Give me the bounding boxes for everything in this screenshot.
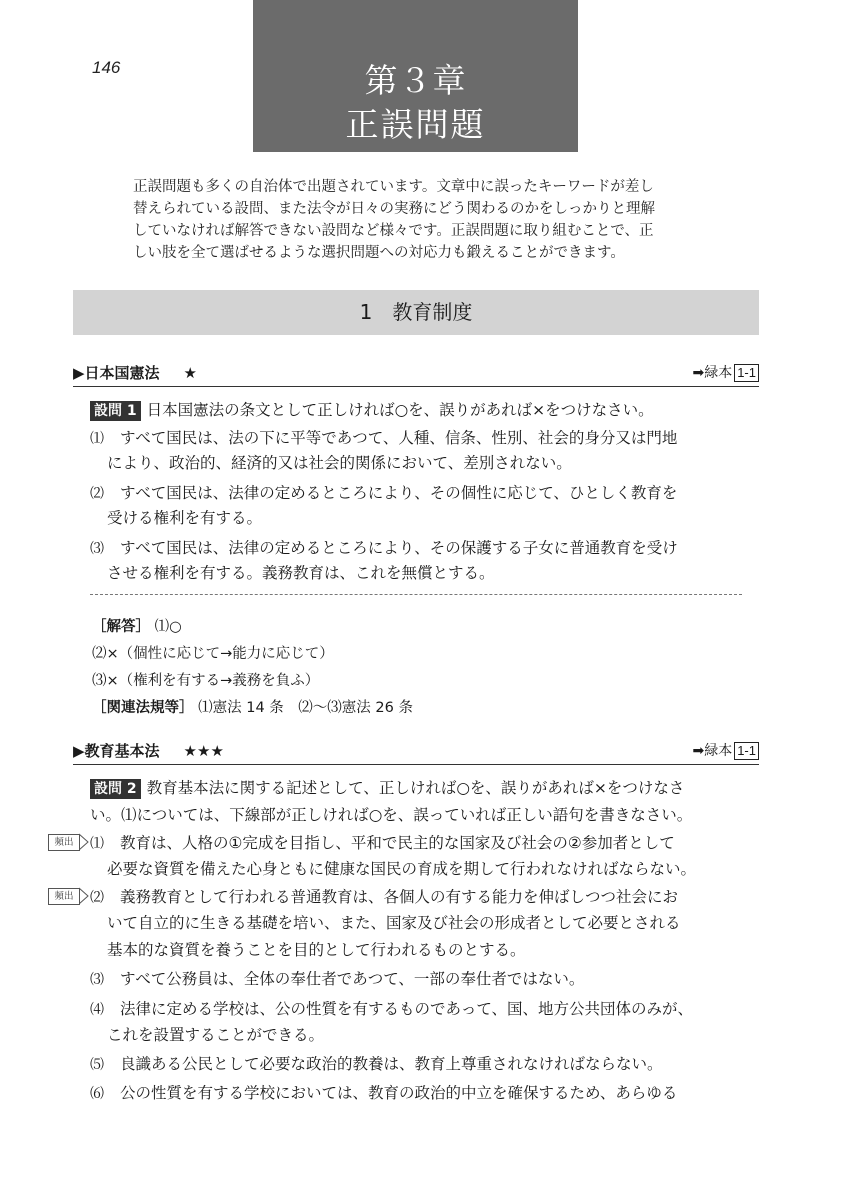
item-continuation: これを設置することができる。 [107,1026,325,1044]
page-number: 146 [92,58,121,77]
answer-line: ⑵×（個性に応じて→能力に応じて） [92,646,334,662]
reference-label: ➡緑本 [692,743,733,759]
answer-line [92,616,182,638]
question-item [90,997,693,1022]
topic-title-text: ▶教育基本法 [73,742,160,760]
question-item [90,426,677,451]
green-book-reference[interactable] [692,362,759,384]
item-text: すべて国民は、法律の定めるところにより、その保護する子女に普通教育を受け [120,539,678,557]
item-number: ⑷ [90,1002,104,1018]
item-text: 良識ある公民として必要な政治的教養は、教育上尊重されなければならない。 [120,1055,663,1073]
item-continuation: により、政治的、経済的又は社会的関係において、差別されない。 [107,454,572,472]
question-prompt [90,398,654,422]
item-number: ⑵ [90,890,104,906]
item-continuation: いて自立的に生きる基礎を培い、また、国家及び社会の形成者として必要とされる [107,914,681,932]
frequent-tag [48,886,90,906]
topic-heading-basic-education-act [73,740,759,765]
question-item [90,481,677,506]
question-item [90,1052,663,1077]
item-number: ⑵ [90,486,104,502]
chapter-title: 正誤問題 [345,105,486,144]
question-badge: 設問 1 [90,401,141,421]
frequent-tag [48,832,90,852]
topic-heading-constitution [73,362,759,387]
chapter-number: 第３章 [364,61,467,100]
item-text: すべて国民は、法律の定めるところにより、その個性に応じて、ひとしく教育を [120,484,678,502]
question-item [90,1081,677,1106]
item-continuation: 基本的な資質を養うことを目的として行われるものとする。 [107,941,526,959]
question-text: 日本国憲法の条文として正しければ○を、誤りがあれば×をつけなさい。 [146,401,654,419]
frequent-tag-label: 頻出 [48,834,80,851]
item-continuation: 必要な資質を備えた心身ともに健康な国民の育成を期して行われなければならない。 [107,860,697,878]
related-laws-line [92,697,413,719]
question-item [90,967,584,992]
intro-line: していなければ解答できない設問など様々です。正誤問題に取り組むことで、正 [133,223,654,239]
related-laws-text: ⑴憲法 14 条 ⑵〜⑶憲法 26 条 [198,700,413,716]
intro-line: 正誤問題も多くの自治体で出題されています。文章中に誤ったキーワードが差し [133,179,654,195]
item-text: 教育は、人格の①完成を目指し、平和で民主的な国家及び社会の②参加者として [120,834,675,852]
answer-text: ⑴○ [154,619,182,635]
topic-title [73,740,224,762]
topic-title [73,362,197,384]
frequent-tag-label: 頻出 [48,888,80,905]
chapter-header [253,0,578,152]
item-number: ⑴ [90,836,104,852]
intro-line: 替えられている設問、また法令が日々の実務にどう関わるのかをしっかりと理解 [133,201,655,217]
question-text-continuation: い。⑴については、下線部が正しければ○を、誤っていれば正しい語句を書きなさい。 [90,806,693,824]
item-text: 法律に定める学校は、公の性質を有するものであって、国、地方公共団体のみが、 [120,1000,694,1018]
reference-code: 1-1 [734,364,759,382]
item-number: ⑸ [90,1057,104,1073]
question-item [90,831,675,856]
reference-label: ➡緑本 [692,365,733,381]
item-text: すべて国民は、法の下に平等であつて、人種、信条、性別、社会的身分又は門地 [120,429,678,447]
answer-line: ⑶×（権利を有する→義務を負ふ） [92,673,320,689]
question-item [90,536,678,561]
green-book-reference[interactable] [692,740,759,762]
intro-line: しい肢を全て選ばせるような選択問題への対応力も鍛えることができます。 [133,245,625,261]
topic-title-text: ▶日本国憲法 [73,364,160,382]
importance-stars: ★ [183,364,197,382]
item-text: 公の性質を有する学校においては、教育の政治的中立を確保するため、あらゆる [120,1084,678,1102]
item-number: ⑴ [90,431,104,447]
section-title: 1 教育制度 [73,290,759,335]
question-badge: 設問 2 [90,779,141,799]
reference-code: 1-1 [734,742,759,760]
question-item [90,885,678,910]
importance-stars: ★★★ [183,742,224,760]
item-number: ⑶ [90,972,104,988]
answer-divider [90,594,742,595]
question-prompt [90,776,684,800]
item-continuation: させる権利を有する。義務教育は、これを無償とする。 [107,564,495,582]
chapter-intro [133,176,708,264]
answer-label: ［解答］ [92,619,150,635]
item-number: ⑹ [90,1086,104,1102]
item-continuation: 受ける権利を有する。 [107,509,263,527]
question-text: 教育基本法に関する記述として、正しければ○を、誤りがあれば×をつけなさ [146,779,685,797]
item-text: すべて公務員は、全体の奉仕者であつて、一部の奉仕者ではない。 [120,970,585,988]
item-text: 義務教育として行われる普通教育は、各個人の有する能力を伸ばしつつ社会にお [120,888,679,906]
item-number: ⑶ [90,541,104,557]
related-laws-label: ［関連法規等］ [92,700,194,716]
